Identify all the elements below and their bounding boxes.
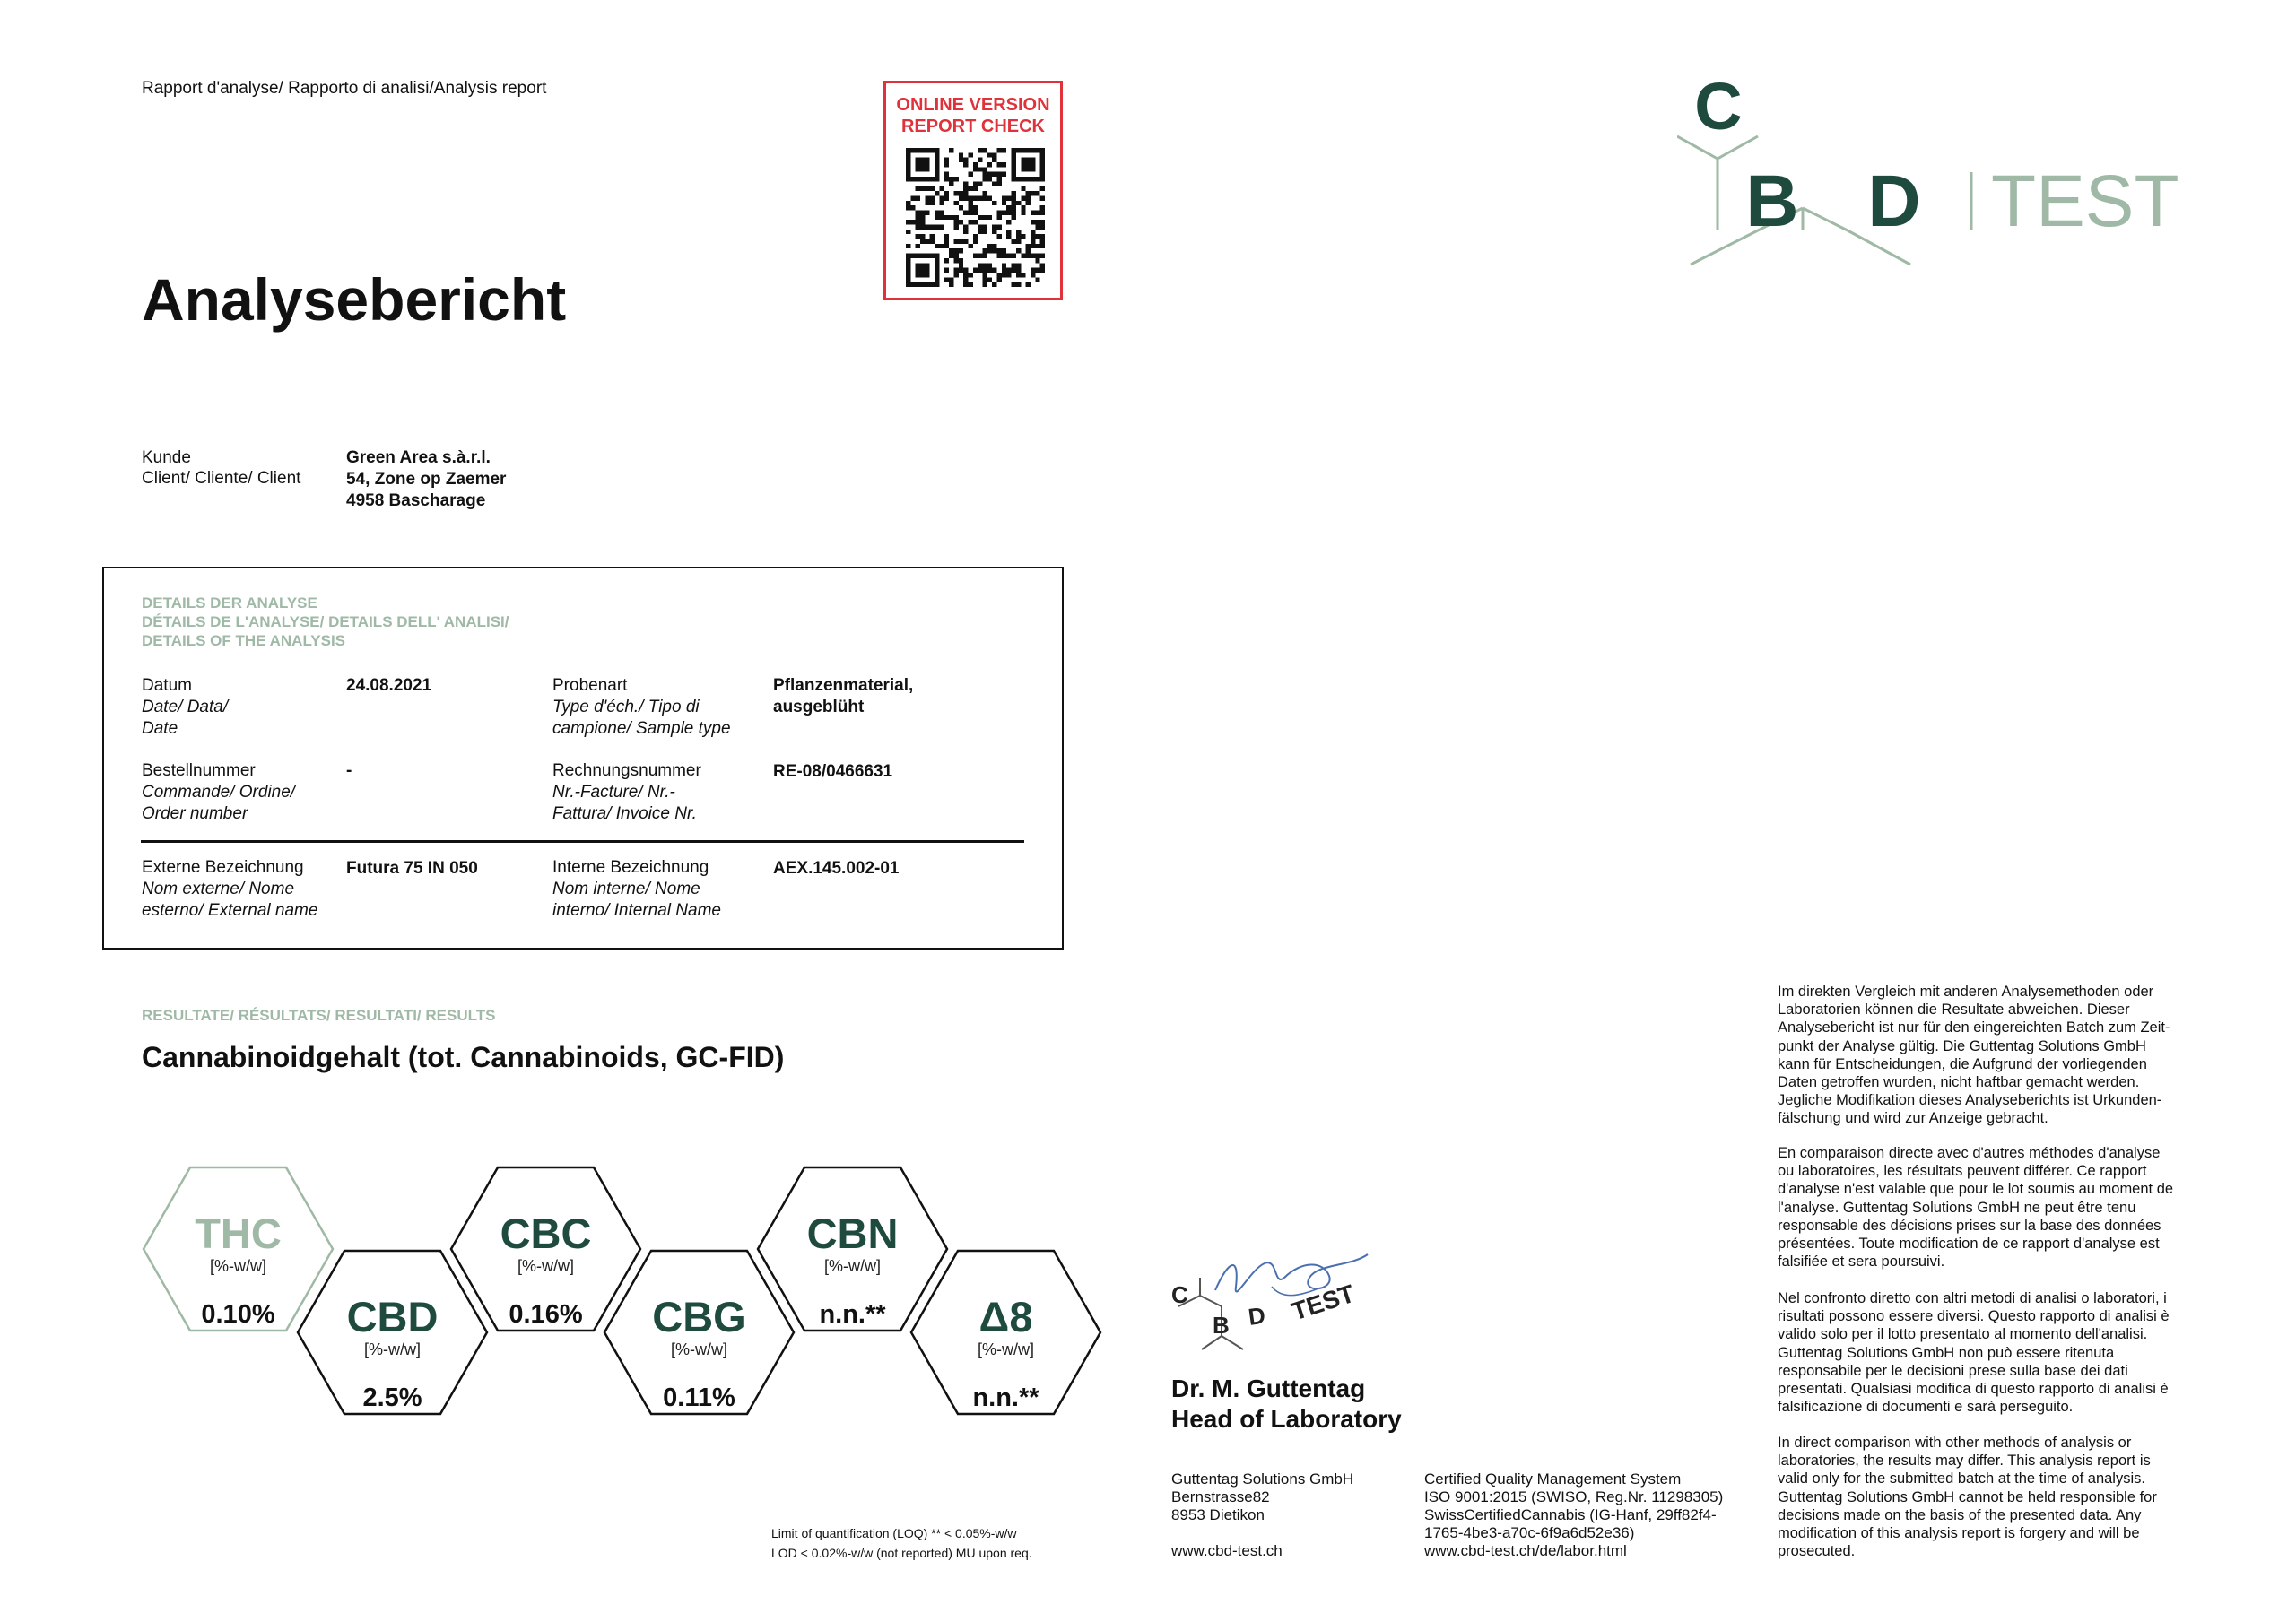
cannabinoid-unit: [%-w/w]: [978, 1340, 1034, 1358]
cbd-test-logo: [1677, 74, 2179, 275]
client-label-translations: Client/ Cliente/ Client: [142, 469, 301, 488]
cannabinoid-unit: [%-w/w]: [210, 1257, 266, 1275]
disclaimer-line: Daten getroffen wurden, nicht haftbar gemacht werden.: [1778, 1074, 2140, 1091]
loq-note: Limit of quantification (LOQ) ** < 0.05%-w/w LOD < 0.02%-w/w (not reported) MU upon req.: [771, 1526, 1032, 1560]
website-link[interactable]: www.cbd-test.ch: [1171, 1542, 1283, 1559]
logo-word-test: TEST: [1991, 160, 2179, 242]
disclaimer-line: laboratories, the results may differ. This analysis report is: [1778, 1453, 2151, 1470]
disclaimer-line: falsifiée et sera poursuivi.: [1778, 1253, 1945, 1271]
cannabinoid-name: CBC: [500, 1210, 592, 1257]
disclaimer-line: présentées. Toute modification de ce rapport d'analyse est: [1778, 1236, 2160, 1253]
cannabinoid-unit: [%-w/w]: [517, 1257, 574, 1275]
disclaimer-fr: [1778, 1144, 2208, 1271]
disclaimer-line: Nel confronto diretto con altri metodi di analisi o laboratori, i: [1778, 1290, 2167, 1306]
signatory: Dr. M. Guttentag Head of Laboratory: [1171, 1375, 1402, 1433]
cannabinoid-value: 0.16%: [509, 1300, 583, 1329]
svg-text:TEST: TEST: [1288, 1279, 1358, 1326]
details-heading: DETAILS DER ANALYSE DÉTAILS DE L'ANALYSE/ DETAILS DELL' ANALISI/ DETAILS OF THE ANALYSIS: [142, 594, 509, 649]
disclaimer-line: presentati. Qualsiasi modifica di questo rapporto di analisi è: [1778, 1381, 2169, 1398]
svg-text:C: C: [1171, 1281, 1188, 1308]
disclaimer-line: Laboratorien können die Resultate abweichen. Dieser: [1778, 1002, 2130, 1019]
cannabinoid-name: CBN: [806, 1210, 899, 1257]
cannabinoid-name: CBD: [346, 1293, 439, 1340]
internal-name-label-group: Interne Bezeichnung Nom interne/ Nome interno/ Internal Name: [552, 858, 721, 920]
logo-letter-d: D: [1867, 160, 1921, 242]
order-label-group: Bestellnummer Commande/ Ordine/ Order number: [142, 761, 296, 823]
disclaimer-line: valido solo per il lotto presentato al momento dell'analisi.: [1778, 1326, 2148, 1343]
report-caption: Rapport d'analyse/ Rapporto di analisi/Analysis report: [142, 79, 547, 98]
cannabinoid-unit: [%-w/w]: [824, 1257, 881, 1275]
disclaimer-line: Im direkten Vergleich mit anderen Analysemethoden oder: [1778, 984, 2154, 1000]
disclaimer-de: [1778, 983, 2208, 1128]
cannabinoid-unit: [%-w/w]: [671, 1340, 727, 1358]
cannabinoid-name: CBG: [652, 1293, 746, 1340]
client-name: Green Area s.à.r.l.: [346, 448, 491, 467]
client-street: 54, Zone op Zaemer: [346, 470, 507, 489]
disclaimer-line: In direct comparison with other methods of analysis or: [1778, 1435, 2132, 1451]
disclaimer-line: Analysebericht ist nur für den eingereichten Batch zum Zeit-: [1778, 1019, 2170, 1037]
cannabinoid-name: Δ8: [978, 1293, 1033, 1340]
hex-delta8: [909, 1249, 1102, 1416]
svg-text:B: B: [1213, 1312, 1230, 1339]
disclaimer-line: fälschung und wird zur Anzeige gebracht.: [1778, 1110, 2048, 1127]
disclaimer-line: En comparaison directe avec d'autres méthodes d'analyse: [1778, 1145, 2161, 1161]
date-label-group: Datum Date/ Data/ Date: [142, 676, 229, 738]
company-address: Guttentag Solutions GmbH Bernstrasse82 8953 Dietikon www.cbd-test.ch: [1171, 1470, 1354, 1559]
disclaimer-line: punkt der Analyse gültig. Die Guttentag Solutions GmbH: [1778, 1037, 2146, 1054]
cannabinoid-name: THC: [195, 1210, 282, 1257]
cannabinoid-value: n.n.**: [819, 1300, 886, 1329]
invoice-value: RE-08/0466631: [773, 762, 893, 781]
results-title: Cannabinoidgehalt (tot. Cannabinoids, GC-FID): [142, 1041, 785, 1073]
date-value: 24.08.2021: [346, 676, 432, 695]
svg-text:D: D: [1246, 1301, 1267, 1331]
disclaimer-line: modification of this analysis report is forgery and will be: [1778, 1525, 2140, 1542]
disclaimer-line: decisions made on the basis of the presented data. Any: [1778, 1506, 2142, 1523]
external-name-value: Futura 75 IN 050: [346, 859, 478, 878]
disclaimer-line: Guttentag Solutions GmbH cannot be held responsible for: [1778, 1488, 2157, 1505]
cannabinoid-unit: [%-w/w]: [364, 1340, 421, 1358]
details-divider: [141, 840, 1024, 843]
disclaimer-line: Jegliche Modifikation dieses Analyseberichts ist Urkunden-: [1778, 1092, 2162, 1109]
logo-letter-c: C: [1694, 74, 1743, 143]
cannabinoid-value: 2.5%: [362, 1383, 422, 1412]
disclaimer-line: valid only for the submitted batch at the time of analysis.: [1778, 1470, 2145, 1488]
disclaimer-line: risultati possono essere diversi. Questo rapporto di analisi è: [1778, 1308, 2170, 1325]
disclaimer-line: responsable des décisions prises sur la base des données: [1778, 1217, 2161, 1234]
client-label: Kunde: [142, 448, 191, 467]
disclaimer-en: [1778, 1434, 2208, 1560]
disclaimer-line: l'analyse. Guttentag Solutions GmbH ne peut être tenu: [1778, 1199, 2136, 1216]
results-heading: RESULTATE/ RÉSULTATS/ RESULTATI/ RESULTS: [142, 1007, 496, 1024]
certifications: Certified Quality Management System ISO 9001:2015 (SWISO, Reg.Nr. 11298305) SwissCertifiedCannabis (IG-Hanf, 29ff82f4- 1765-4be3-a70c-6f9a6d52e36) www.cbd-test.ch/de/labor.html: [1424, 1470, 1724, 1559]
signature-image: [1166, 1251, 1381, 1358]
disclaimer-line: ou laboratoires, les résultats peuvent différer. Ce rapport: [1778, 1163, 2147, 1180]
cannabinoid-value: 0.10%: [201, 1300, 275, 1329]
disclaimer-it: [1778, 1289, 2208, 1416]
sample-type-value: Pflanzenmaterial, ausgeblüht: [773, 676, 914, 716]
qr-code-icon[interactable]: [906, 148, 1045, 287]
order-value: -: [346, 761, 352, 780]
logo-letter-b: B: [1745, 160, 1799, 242]
online-report-check[interactable]: [883, 81, 1063, 300]
page-title: Analysebericht: [142, 266, 567, 333]
client-city: 4958 Bascharage: [346, 491, 486, 510]
internal-name-value: AEX.145.002-01: [773, 859, 900, 878]
disclaimer-line: falsificazione di documenti e sarà perseguito.: [1778, 1399, 2074, 1416]
disclaimer-line: kann für Entscheidungen, die Aufgrund der vorliegenden: [1778, 1055, 2147, 1072]
invoice-label-group: Rechnungsnummer Nr.-Facture/ Nr.- Fattura/ Invoice Nr.: [552, 761, 701, 823]
external-name-label-group: Externe Bezeichnung Nom externe/ Nome esterno/ External name: [142, 858, 318, 920]
disclaimer-line: prosecuted.: [1778, 1543, 1856, 1560]
sample-type-label-group: Probenart Type d'éch./ Tipo di campione/ Sample type: [552, 676, 731, 738]
disclaimer-line: responsabile per le decisioni prese sulla base dei dati: [1778, 1362, 2128, 1379]
certification-link[interactable]: www.cbd-test.ch/de/labor.html: [1424, 1542, 1627, 1559]
disclaimer-line: d'analyse n'est valable que pour le lot soumis au moment de: [1778, 1181, 2174, 1198]
qr-title: ONLINE VERSION REPORT CHECK: [896, 95, 1050, 136]
cannabinoid-value: 0.11%: [663, 1383, 735, 1412]
cannabinoid-value: n.n.**: [972, 1383, 1039, 1412]
disclaimer-line: Guttentag Solutions GmbH non può essere ritenuta: [1778, 1344, 2115, 1361]
